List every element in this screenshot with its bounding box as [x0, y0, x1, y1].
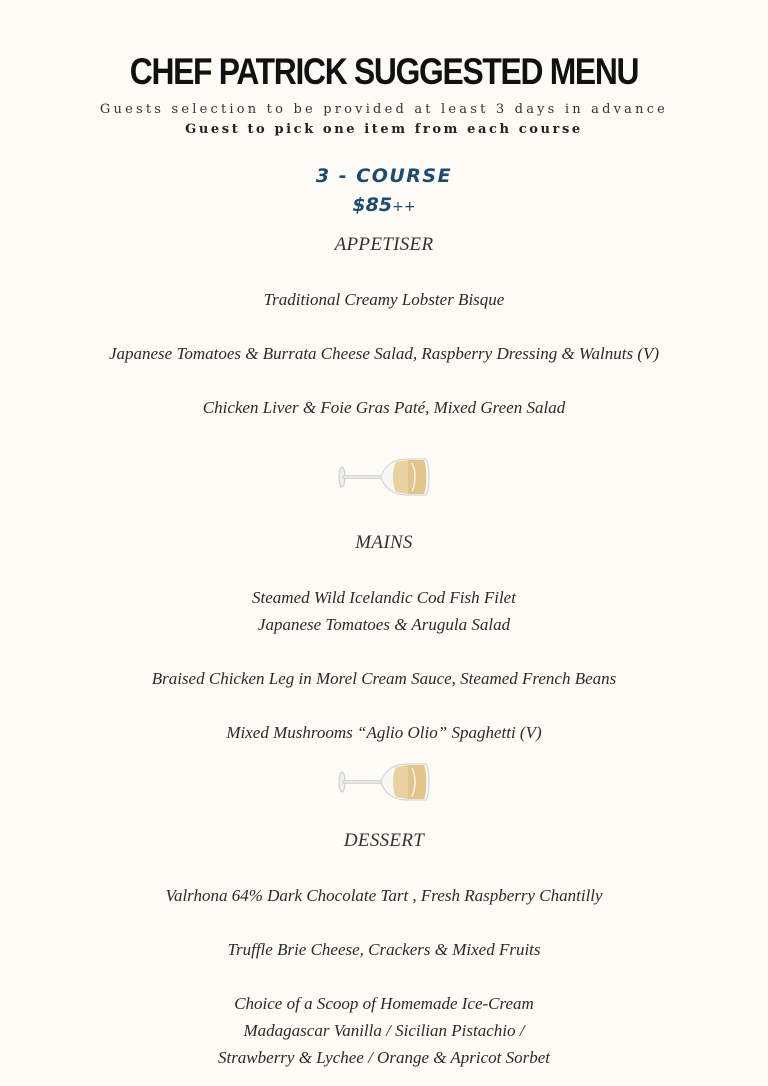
appetiser-item: Traditional Creamy Lobster Bisque	[263, 290, 505, 309]
ice-cream-flavours: Strawberry & Lychee / Orange & Apricot Sorbet	[217, 1048, 551, 1067]
price-suffix: ++	[392, 199, 416, 215]
dessert-item: Valrhona 64% Dark Chocolate Tart , Fresh Raspberry Chantilly	[165, 886, 603, 905]
dessert-item: Truffle Brie Cheese, Crackers & Mixed Fruits	[227, 940, 541, 959]
mains-item: Steamed Wild Icelandic Cod Fish Filet	[252, 588, 516, 607]
course-label: 3 - COURSE	[315, 165, 453, 187]
price-value: $85	[352, 194, 393, 216]
wine-glass-icon	[336, 455, 432, 499]
mains-item-side: Japanese Tomatoes & Arugula Salad	[257, 615, 511, 634]
dessert-item: Choice of a Scoop of Homemade Ice-Cream	[234, 994, 534, 1013]
mains-item: Mixed Mushrooms “Aglio Olio” Spaghetti (V)	[226, 723, 542, 742]
appetiser-heading: APPETISER	[334, 234, 434, 255]
selection-instruction: Guest to pick one item from each course	[185, 122, 583, 137]
appetiser-item: Japanese Tomatoes & Burrata Cheese Salad, Raspberry Dressing & Walnuts (V)	[108, 344, 660, 363]
mains-heading: MAINS	[355, 532, 413, 553]
wine-glass-icon	[336, 760, 432, 804]
advance-notice: Guests selection to be provided at least 3 days in advance	[99, 102, 669, 117]
dessert-heading: DESSERT	[343, 830, 425, 851]
ice-cream-flavours: Madagascar Vanilla / Sicilian Pistachio /	[243, 1021, 525, 1040]
menu-title: CHEF PATRICK SUGGESTED MENU	[129, 51, 639, 92]
appetiser-item: Chicken Liver & Foie Gras Paté, Mixed Green Salad	[202, 398, 566, 417]
mains-item: Braised Chicken Leg in Morel Cream Sauce, Steamed French Beans	[151, 669, 617, 688]
price-label	[0, 193, 768, 219]
